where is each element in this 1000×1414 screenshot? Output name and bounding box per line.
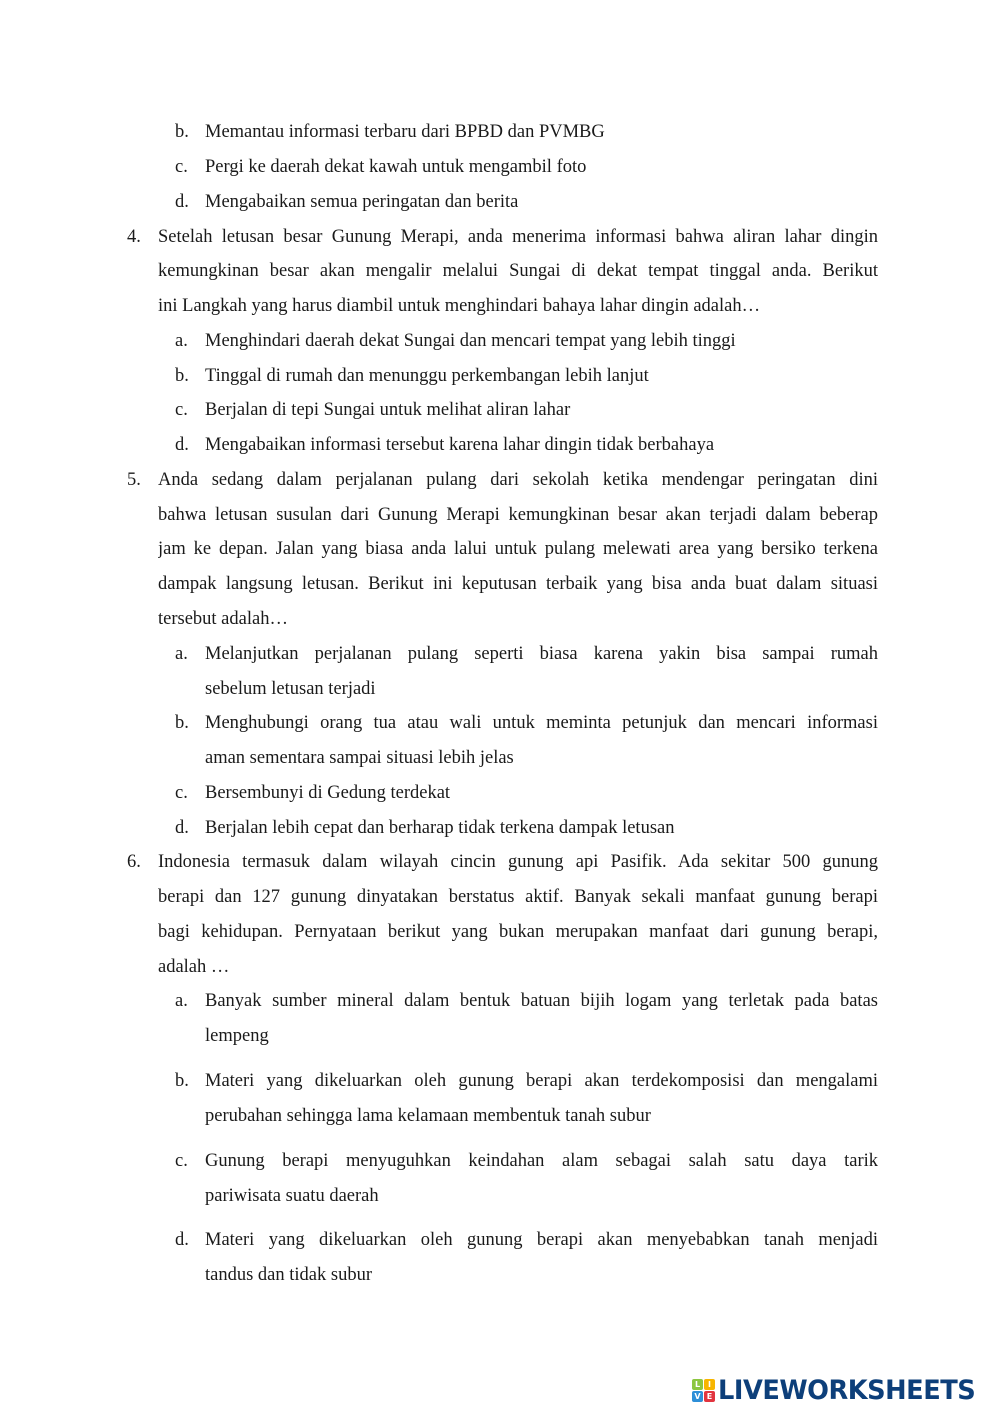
option-letter: a.: [175, 991, 188, 1011]
option-text-line: lempeng: [205, 1026, 269, 1046]
option-text-line: Pergi ke daerah dekat kawah untuk mengambil foto: [205, 157, 587, 177]
option-text-line: Materi yang dikeluarkan oleh gunung berapi akan menyebabkan tanah menjadi: [205, 1230, 878, 1250]
option-text-line: Banyak sumber mineral dalam bentuk batuan bijih logam yang terletak pada batas: [205, 991, 878, 1011]
option-text-line: Berjalan lebih cepat dan berharap tidak terkena dampak letusan: [205, 818, 675, 838]
option-text-line: perubahan sehingga lama kelamaan membentuk tanah subur: [205, 1106, 651, 1126]
option-letter: d.: [175, 192, 189, 212]
option-text-line: Mengabaikan informasi tersebut karena lahar dingin tidak berbahaya: [205, 435, 715, 455]
question-text-line: berapi dan 127 gunung dinyatakan berstatus aktif. Banyak sekali manfaat gunung berapi: [158, 887, 878, 907]
option-letter: b.: [175, 1071, 189, 1091]
option-letter: b.: [175, 366, 189, 386]
option-text-line: Menghindari daerah dekat Sungai dan mencari tempat yang lebih tinggi: [205, 331, 736, 351]
logo-letter: I: [704, 1379, 715, 1390]
option-text-line: tandus dan tidak subur: [205, 1265, 372, 1285]
option-text-line: Melanjutkan perjalanan pulang seperti biasa karena yakin bisa sampai rumah: [205, 644, 878, 664]
live-squares-icon: [692, 1379, 715, 1402]
question-text-line: bagi kehidupan. Pernyataan berikut yang bukan merupakan manfaat dari gunung berapi,: [158, 922, 878, 942]
logo-text: LIVEWORKSHEETS: [718, 1374, 976, 1406]
question-text-line: dampak langsung letusan. Berikut ini keputusan terbaik yang bisa anda buat dalam situasi: [158, 574, 878, 594]
option-letter: c.: [175, 1151, 188, 1171]
question-number: 6.: [127, 852, 141, 872]
question-text-line: ini Langkah yang harus diambil untuk menghindari bahaya lahar dingin adalah…: [158, 296, 761, 316]
question-text-line: jam ke depan. Jalan yang biasa anda lalui untuk pulang melewati area yang bersiko terkena: [158, 539, 878, 559]
option-text-line: aman sementara sampai situasi lebih jelas: [205, 748, 514, 768]
question-number: 4.: [127, 227, 141, 247]
option-letter: b.: [175, 122, 189, 142]
logo-letter: L: [692, 1379, 703, 1390]
question-text-line: Anda sedang dalam perjalanan pulang dari sekolah ketika mendengar peringatan dini: [158, 470, 878, 490]
option-text-line: sebelum letusan terjadi: [205, 679, 376, 699]
option-letter: d.: [175, 1230, 189, 1250]
option-text-line: Materi yang dikeluarkan oleh gunung berapi akan terdekomposisi dan mengalami: [205, 1071, 878, 1091]
option-letter: c.: [175, 783, 188, 803]
question-text-line: Setelah letusan besar Gunung Merapi, anda menerima informasi bahwa aliran lahar dingin: [158, 227, 878, 247]
option-letter: d.: [175, 435, 189, 455]
option-text-line: Mengabaikan semua peringatan dan berita: [205, 192, 519, 212]
option-letter: d.: [175, 818, 189, 838]
option-text-line: pariwisata suatu daerah: [205, 1186, 379, 1206]
option-letter: c.: [175, 157, 188, 177]
question-number: 5.: [127, 470, 141, 490]
question-text-line: bahwa letusan susulan dari Gunung Merapi kemungkinan besar akan terjadi dalam beberap: [158, 505, 878, 525]
liveworksheets-logo: [692, 1376, 989, 1404]
option-text-line: Berjalan di tepi Sungai untuk melihat aliran lahar: [205, 400, 571, 420]
option-letter: a.: [175, 331, 188, 351]
question-text-line: kemungkinan besar akan mengalir melalui Sungai di dekat tempat tinggal anda. Berikut: [158, 261, 878, 281]
option-letter: a.: [175, 644, 188, 664]
logo-letter: E: [704, 1391, 715, 1402]
question-text-line: Indonesia termasuk dalam wilayah cincin gunung api Pasifik. Ada sekitar 500 gunung: [158, 852, 878, 872]
option-text-line: Gunung berapi menyuguhkan keindahan alam sebagai salah satu daya tarik: [205, 1151, 878, 1171]
option-text-line: Memantau informasi terbaru dari BPBD dan PVMBG: [205, 122, 605, 142]
logo-letter: V: [692, 1391, 703, 1402]
option-text-line: Tinggal di rumah dan menunggu perkembangan lebih lanjut: [205, 366, 649, 386]
question-text-line: adalah …: [158, 957, 230, 977]
option-text-line: Bersembunyi di Gedung terdekat: [205, 783, 451, 803]
question-text-line: tersebut adalah…: [158, 609, 288, 629]
option-text-line: Menghubungi orang tua atau wali untuk meminta petunjuk dan mencari informasi: [205, 713, 878, 733]
option-letter: c.: [175, 400, 188, 420]
option-letter: b.: [175, 713, 189, 733]
